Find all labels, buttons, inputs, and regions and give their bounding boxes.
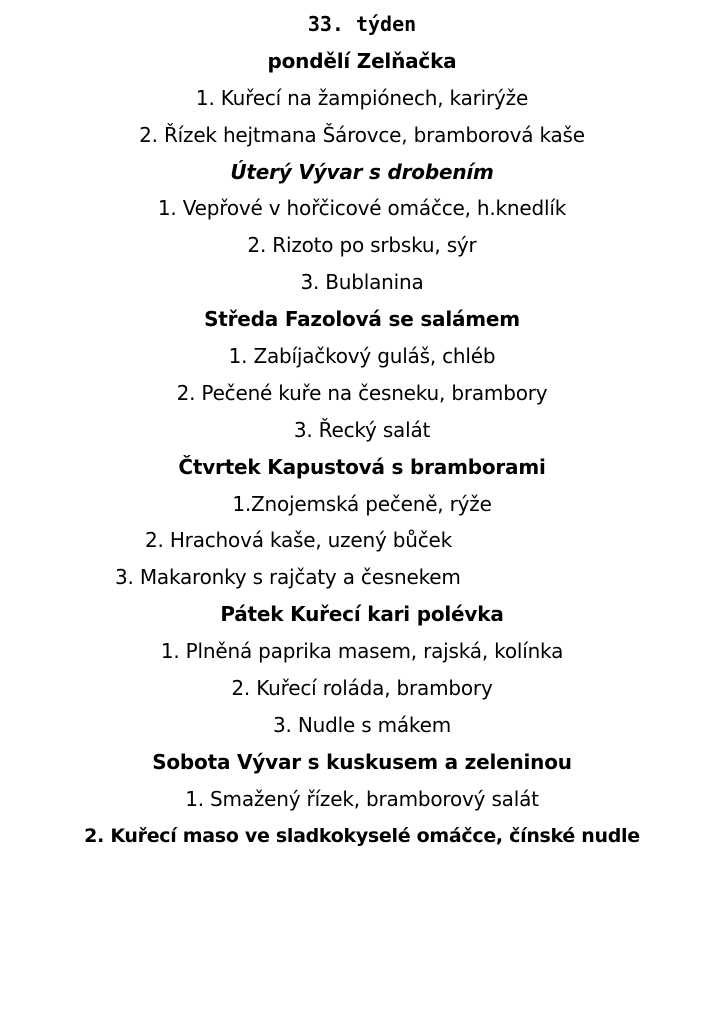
day-heading-friday: Pátek Kuřecí kari polévka: [220, 602, 504, 627]
day-heading-tuesday: Úterý Vývar s drobením: [230, 159, 494, 184]
menu-item: 2. Kuřecí maso ve sladkokyselé omáčce, čínské nudle: [84, 824, 640, 847]
day-heading-monday: pondělí Zelňačka: [267, 48, 457, 73]
menu-item: 2. Rizoto po srbsku, sýr: [247, 233, 477, 258]
menu-item: 2. Pečené kuře na česneku, brambory: [176, 380, 548, 405]
menu-item: 3. Řecký salát: [293, 417, 431, 442]
menu-item: 3. Bublanina: [300, 270, 424, 295]
menu-item: 1. Vepřové v hořčicové omáčce, h.knedlík: [157, 196, 567, 221]
menu-item: 1. Smažený řízek, bramborový salát: [185, 786, 539, 811]
menu-item: 3. Makaronky s rajčaty a česnekem: [115, 565, 461, 590]
week-title: 33. týden: [307, 12, 417, 36]
menu-item: 3. Nudle s mákem: [273, 712, 451, 737]
day-heading-wednesday: Středa Fazolová se salámem: [204, 307, 520, 332]
day-heading-saturday: Sobota Vývar s kuskusem a zeleninou: [152, 749, 572, 774]
menu-item: 2. Hrachová kaše, uzený bůček: [145, 528, 453, 553]
menu-item: 2. Řízek hejtmana Šárovce, bramborová kaše: [139, 122, 585, 147]
menu-item: 1.Znojemská pečeně, rýže: [232, 491, 492, 516]
weekly-menu: [0, 6, 724, 854]
menu-item: 2. Kuřecí roláda, brambory: [231, 676, 493, 701]
day-heading-thursday: Čtvrtek Kapustová s bramborami: [178, 454, 546, 479]
menu-item: 1. Zabíjačkový guláš, chléb: [228, 344, 496, 369]
menu-item: 1. Plněná paprika masem, rajská, kolínka: [160, 639, 564, 664]
menu-item: 1. Kuřecí na žampiónech, karirýže: [195, 85, 529, 110]
